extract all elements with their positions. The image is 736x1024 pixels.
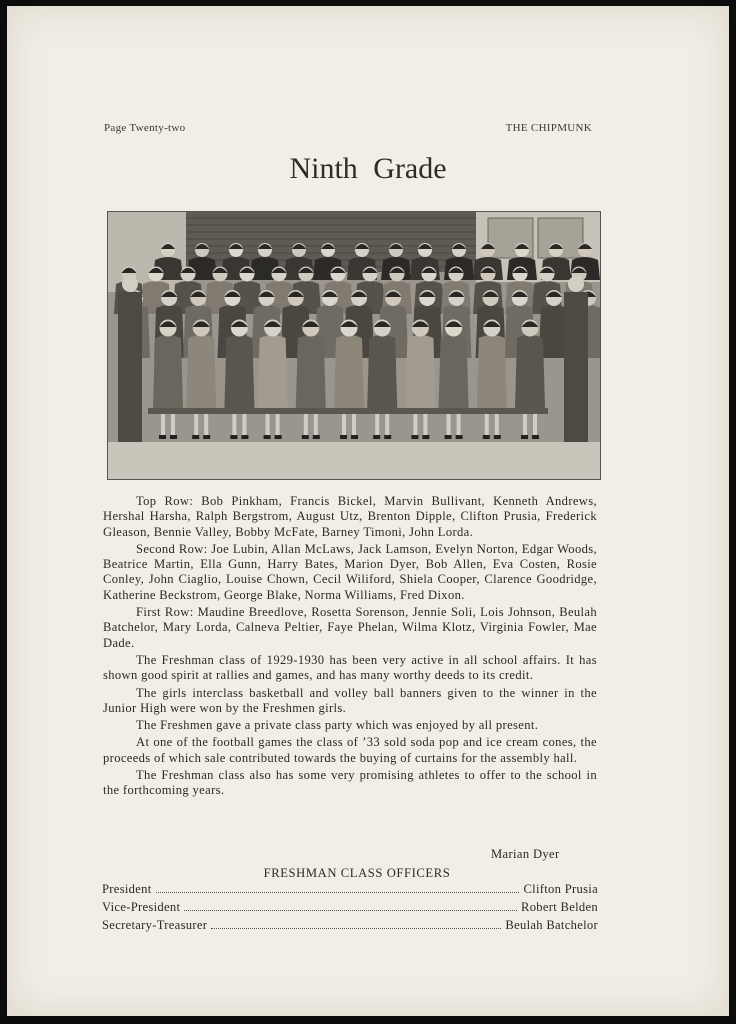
- person-shoe: [521, 435, 528, 439]
- author-signature: Marian Dyer: [491, 847, 560, 861]
- paragraph-report-4: At one of the football games the class of ’33 sold soda pop and ice cream cones, the proceeds of which sale contributed towards the buying of curtains for the assembly hall.: [103, 735, 597, 765]
- person-body: [439, 335, 469, 408]
- person-body: [477, 335, 507, 408]
- officer-name: Robert Belden: [521, 900, 598, 914]
- leader-dots: [184, 910, 517, 911]
- leader-dots: [156, 892, 520, 893]
- person-shoe: [264, 435, 271, 439]
- person-shoe: [351, 435, 358, 439]
- paragraph-report-1: The Freshman class of 1929-1930 has been very active in all school affairs. It has shown good spirit at rallies and games, and has many worthy deeds to its credit.: [103, 652, 597, 683]
- person-body: [334, 335, 364, 408]
- standing-person-face: [122, 276, 138, 292]
- person-shoe: [384, 435, 391, 439]
- officer-role: Vice-President: [102, 900, 181, 914]
- paragraph-report-3: The Freshmen gave a private class party which was enjoyed by all present.: [136, 718, 539, 733]
- page-number: Page Twenty-two: [104, 122, 186, 134]
- person-shoe: [192, 435, 199, 439]
- person-shoe: [159, 435, 166, 439]
- bench: [148, 408, 548, 414]
- page-title: Ninth Grade: [289, 152, 447, 185]
- person-body: [367, 335, 397, 408]
- standing-person-face: [568, 276, 584, 292]
- paragraph-report-5: The Freshman class also has some very promising athletes to offer to the school in the forthcoming years.: [103, 768, 597, 798]
- officer-role: President: [102, 882, 152, 896]
- person-shoe: [445, 435, 452, 439]
- officers-heading: FRESHMAN CLASS OFFICERS: [263, 866, 451, 880]
- person-shoe: [203, 435, 210, 439]
- person-shoe: [411, 435, 418, 439]
- person-shoe: [483, 435, 490, 439]
- person-shoe: [340, 435, 347, 439]
- paragraph-report-2: The girls interclass basketball and volley ball banners given to the winner in the Junior High were won by the Freshmen girls.: [103, 685, 597, 715]
- publication-name: THE CHIPMUNK: [505, 122, 592, 134]
- person-shoe: [275, 435, 282, 439]
- leader-dots: [211, 928, 501, 929]
- person-body: [258, 335, 288, 408]
- caption-and-report: [103, 494, 597, 801]
- person-shoe: [373, 435, 380, 439]
- person-body: [153, 335, 183, 408]
- person-shoe: [230, 435, 237, 439]
- person-body: [224, 335, 254, 408]
- paragraph-first-row: First Row: Maudine Breedlove, Rosetta Sorenson, Jennie Soli, Lois Johnson, Beulah Batchelor, Mary Lorda, Calneva Peltier, Faye Phelan, Wilma Klotz, Virginia Fowler, Mae Dade.: [103, 605, 597, 650]
- person-shoe: [170, 435, 177, 439]
- standing-person: [564, 292, 588, 442]
- officer-row-president: [102, 882, 598, 897]
- class-photo: [107, 211, 601, 480]
- person-shoe: [494, 435, 501, 439]
- ground: [108, 442, 600, 479]
- person-body: [405, 335, 435, 408]
- officer-row-secretary-treasurer: [102, 918, 598, 933]
- paragraph-top-row: Top Row: Bob Pinkham, Francis Bickel, Marvin Bullivant, Kenneth Andrews, Hershal Harsha, Ralph Bergstrom, August Utz, Brenton Dipple, Clifton Prusia, Frederick Gleason, Bennie Valley, Bobby McFate, Barney Timoni, John Lorda.: [103, 494, 597, 539]
- person-body: [515, 335, 545, 408]
- person-shoe: [532, 435, 539, 439]
- officer-role: Secretary-Treasurer: [102, 918, 208, 932]
- person-body: [186, 335, 216, 408]
- paragraph-second-row: Second Row: Joe Lubin, Allan McLaws, Jack Lamson, Evelyn Norton, Edgar Woods, Beatrice Martin, Ella Gunn, Harry Bates, Marion Dyer, Bob Allen, Eva Costen, Rosie Conley, John Ciaglio, Louise Chown, Cecil Wiliford, Shiela Cooper, Clarence Goodridge, Katherine Beckstrom, George Blake, Norma Williams, Fred Dixon.: [103, 541, 597, 602]
- officer-name: Clifton Prusia: [523, 882, 598, 896]
- person-body: [296, 335, 326, 408]
- person-shoe: [241, 435, 248, 439]
- person-shoe: [313, 435, 320, 439]
- yearbook-page: [7, 6, 729, 1016]
- officer-row-vice-president: [102, 900, 598, 915]
- standing-person: [118, 292, 142, 442]
- person-shoe: [456, 435, 463, 439]
- person-shoe: [422, 435, 429, 439]
- person-shoe: [302, 435, 309, 439]
- class-photo-image: [108, 212, 600, 479]
- officer-name: Beulah Batchelor: [505, 918, 598, 932]
